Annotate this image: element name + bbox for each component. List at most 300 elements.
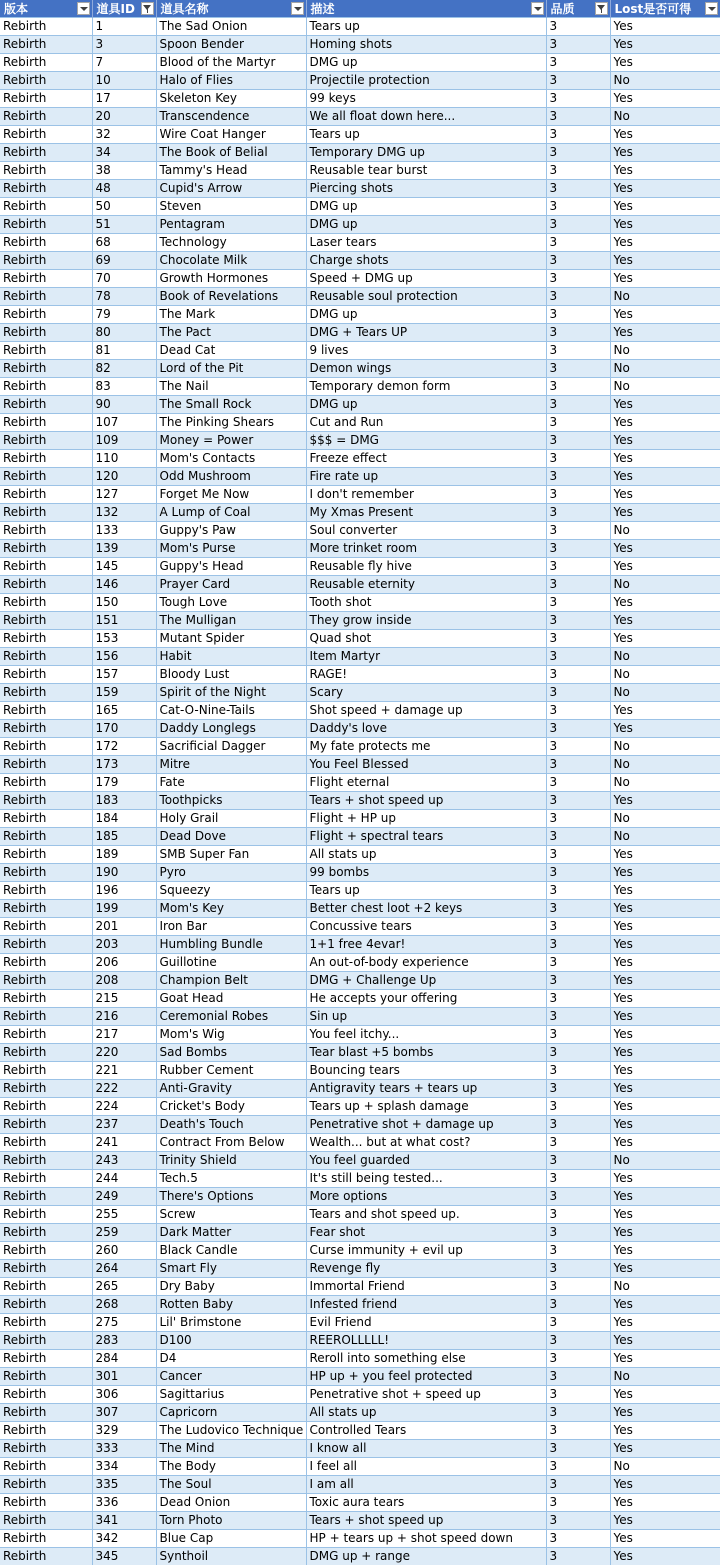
name-cell[interactable]: Daddy Longlegs — [156, 720, 306, 738]
version-cell[interactable]: Rebirth — [0, 342, 92, 360]
version-cell[interactable]: Rebirth — [0, 1224, 92, 1242]
version-cell[interactable]: Rebirth — [0, 1080, 92, 1098]
table-row[interactable] — [0, 756, 720, 774]
quality-cell[interactable]: 3 — [546, 1440, 610, 1458]
quality-cell[interactable]: 3 — [546, 1098, 610, 1116]
version-cell[interactable]: Rebirth — [0, 1548, 92, 1565]
lost-cell[interactable]: Yes — [610, 630, 720, 648]
desc-cell[interactable]: Immortal Friend — [306, 1278, 546, 1296]
name-cell[interactable]: Ceremonial Robes — [156, 1008, 306, 1026]
table-row[interactable] — [0, 108, 720, 126]
version-cell[interactable]: Rebirth — [0, 1188, 92, 1206]
name-cell[interactable]: Cancer — [156, 1368, 306, 1386]
version-cell[interactable]: Rebirth — [0, 1170, 92, 1188]
table-row[interactable] — [0, 1368, 720, 1386]
version-cell[interactable]: Rebirth — [0, 828, 92, 846]
lost-cell[interactable]: Yes — [610, 90, 720, 108]
version-cell[interactable]: Rebirth — [0, 846, 92, 864]
lost-cell[interactable]: Yes — [610, 432, 720, 450]
lost-cell[interactable]: Yes — [610, 1260, 720, 1278]
id-cell[interactable]: 79 — [92, 306, 156, 324]
table-row[interactable] — [0, 594, 720, 612]
id-cell[interactable]: 333 — [92, 1440, 156, 1458]
column-header-version[interactable] — [0, 0, 92, 18]
name-cell[interactable]: Rubber Cement — [156, 1062, 306, 1080]
name-cell[interactable]: Goat Head — [156, 990, 306, 1008]
table-row[interactable] — [0, 396, 720, 414]
name-cell[interactable]: Tough Love — [156, 594, 306, 612]
lost-cell[interactable]: Yes — [610, 846, 720, 864]
quality-cell[interactable]: 3 — [546, 288, 610, 306]
name-cell[interactable]: Spirit of the Night — [156, 684, 306, 702]
name-cell[interactable]: Lord of the Pit — [156, 360, 306, 378]
desc-cell[interactable]: Shot speed + damage up — [306, 702, 546, 720]
id-cell[interactable]: 216 — [92, 1008, 156, 1026]
lost-cell[interactable]: Yes — [610, 468, 720, 486]
filter-dropdown-icon[interactable] — [291, 2, 304, 15]
version-cell[interactable]: Rebirth — [0, 576, 92, 594]
name-cell[interactable]: Money = Power — [156, 432, 306, 450]
lost-cell[interactable]: Yes — [610, 864, 720, 882]
desc-cell[interactable]: Tears up — [306, 126, 546, 144]
table-row[interactable] — [0, 1152, 720, 1170]
quality-cell[interactable]: 3 — [546, 1458, 610, 1476]
lost-cell[interactable]: Yes — [610, 1080, 720, 1098]
version-cell[interactable]: Rebirth — [0, 126, 92, 144]
lost-cell[interactable]: Yes — [610, 1530, 720, 1548]
quality-cell[interactable]: 3 — [546, 18, 610, 36]
desc-cell[interactable]: I am all — [306, 1476, 546, 1494]
lost-cell[interactable]: Yes — [610, 1116, 720, 1134]
quality-cell[interactable]: 3 — [546, 1512, 610, 1530]
id-cell[interactable]: 224 — [92, 1098, 156, 1116]
lost-cell[interactable]: Yes — [610, 1422, 720, 1440]
quality-cell[interactable]: 3 — [546, 1548, 610, 1565]
quality-cell[interactable]: 3 — [546, 594, 610, 612]
lost-cell[interactable]: Yes — [610, 1206, 720, 1224]
id-cell[interactable]: 203 — [92, 936, 156, 954]
version-cell[interactable]: Rebirth — [0, 90, 92, 108]
desc-cell[interactable]: Tooth shot — [306, 594, 546, 612]
quality-cell[interactable]: 3 — [546, 162, 610, 180]
desc-cell[interactable]: Speed + DMG up — [306, 270, 546, 288]
desc-cell[interactable]: Daddy's love — [306, 720, 546, 738]
version-cell[interactable]: Rebirth — [0, 1062, 92, 1080]
id-cell[interactable]: 51 — [92, 216, 156, 234]
id-cell[interactable]: 241 — [92, 1134, 156, 1152]
quality-cell[interactable]: 3 — [546, 90, 610, 108]
desc-cell[interactable]: 99 keys — [306, 90, 546, 108]
version-cell[interactable]: Rebirth — [0, 558, 92, 576]
lost-cell[interactable]: Yes — [610, 720, 720, 738]
quality-cell[interactable]: 3 — [546, 414, 610, 432]
table-row[interactable] — [0, 1188, 720, 1206]
lost-cell[interactable]: No — [610, 1152, 720, 1170]
id-cell[interactable]: 132 — [92, 504, 156, 522]
id-cell[interactable]: 221 — [92, 1062, 156, 1080]
lost-cell[interactable]: Yes — [610, 1044, 720, 1062]
version-cell[interactable]: Rebirth — [0, 216, 92, 234]
table-row[interactable] — [0, 540, 720, 558]
table-row[interactable] — [0, 414, 720, 432]
quality-cell[interactable]: 3 — [546, 1404, 610, 1422]
quality-cell[interactable]: 3 — [546, 1026, 610, 1044]
desc-cell[interactable]: Freeze effect — [306, 450, 546, 468]
lost-cell[interactable]: Yes — [610, 1314, 720, 1332]
quality-cell[interactable]: 3 — [546, 1116, 610, 1134]
version-cell[interactable]: Rebirth — [0, 234, 92, 252]
id-cell[interactable]: 264 — [92, 1260, 156, 1278]
table-row[interactable] — [0, 1386, 720, 1404]
table-row[interactable] — [0, 504, 720, 522]
name-cell[interactable]: Pentagram — [156, 216, 306, 234]
id-cell[interactable]: 185 — [92, 828, 156, 846]
id-cell[interactable]: 341 — [92, 1512, 156, 1530]
quality-cell[interactable]: 3 — [546, 306, 610, 324]
quality-cell[interactable]: 3 — [546, 1242, 610, 1260]
name-cell[interactable]: Pyro — [156, 864, 306, 882]
name-cell[interactable]: The Pact — [156, 324, 306, 342]
name-cell[interactable]: Cupid's Arrow — [156, 180, 306, 198]
lost-cell[interactable]: Yes — [610, 612, 720, 630]
desc-cell[interactable]: Homing shots — [306, 36, 546, 54]
name-cell[interactable]: Habit — [156, 648, 306, 666]
desc-cell[interactable]: Reusable eternity — [306, 576, 546, 594]
desc-cell[interactable]: REEROLLLLL! — [306, 1332, 546, 1350]
table-row[interactable] — [0, 1134, 720, 1152]
quality-cell[interactable]: 3 — [546, 72, 610, 90]
name-cell[interactable]: Dead Cat — [156, 342, 306, 360]
lost-cell[interactable]: Yes — [610, 792, 720, 810]
desc-cell[interactable]: I know all — [306, 1440, 546, 1458]
quality-cell[interactable]: 3 — [546, 342, 610, 360]
table-row[interactable] — [0, 450, 720, 468]
table-row[interactable] — [0, 630, 720, 648]
table-row[interactable] — [0, 1206, 720, 1224]
desc-cell[interactable]: Reusable tear burst — [306, 162, 546, 180]
lost-cell[interactable]: No — [610, 774, 720, 792]
name-cell[interactable]: Halo of Flies — [156, 72, 306, 90]
version-cell[interactable]: Rebirth — [0, 774, 92, 792]
lost-cell[interactable]: Yes — [610, 1386, 720, 1404]
table-row[interactable] — [0, 612, 720, 630]
table-row[interactable] — [0, 126, 720, 144]
id-cell[interactable]: 173 — [92, 756, 156, 774]
desc-cell[interactable]: Reusable fly hive — [306, 558, 546, 576]
version-cell[interactable]: Rebirth — [0, 756, 92, 774]
quality-cell[interactable]: 3 — [546, 774, 610, 792]
id-cell[interactable]: 82 — [92, 360, 156, 378]
version-cell[interactable]: Rebirth — [0, 1530, 92, 1548]
desc-cell[interactable]: DMG up — [306, 306, 546, 324]
name-cell[interactable]: Technology — [156, 234, 306, 252]
quality-cell[interactable]: 3 — [546, 1530, 610, 1548]
lost-cell[interactable]: Yes — [610, 1224, 720, 1242]
column-header-name[interactable] — [156, 0, 306, 18]
lost-cell[interactable]: Yes — [610, 54, 720, 72]
version-cell[interactable]: Rebirth — [0, 360, 92, 378]
id-cell[interactable]: 265 — [92, 1278, 156, 1296]
name-cell[interactable]: The Mind — [156, 1440, 306, 1458]
lost-cell[interactable]: Yes — [610, 1062, 720, 1080]
name-cell[interactable]: Synthoil — [156, 1548, 306, 1565]
name-cell[interactable]: Toothpicks — [156, 792, 306, 810]
id-cell[interactable]: 150 — [92, 594, 156, 612]
name-cell[interactable]: Spoon Bender — [156, 36, 306, 54]
name-cell[interactable]: Cricket's Body — [156, 1098, 306, 1116]
lost-cell[interactable]: Yes — [610, 900, 720, 918]
version-cell[interactable]: Rebirth — [0, 522, 92, 540]
desc-cell[interactable]: Antigravity tears + tears up — [306, 1080, 546, 1098]
name-cell[interactable]: Sagittarius — [156, 1386, 306, 1404]
table-row[interactable] — [0, 1116, 720, 1134]
id-cell[interactable]: 172 — [92, 738, 156, 756]
name-cell[interactable]: The Nail — [156, 378, 306, 396]
lost-cell[interactable]: Yes — [610, 450, 720, 468]
quality-cell[interactable]: 3 — [546, 990, 610, 1008]
quality-cell[interactable]: 3 — [546, 540, 610, 558]
id-cell[interactable]: 170 — [92, 720, 156, 738]
name-cell[interactable]: D100 — [156, 1332, 306, 1350]
quality-cell[interactable]: 3 — [546, 1170, 610, 1188]
quality-cell[interactable]: 3 — [546, 846, 610, 864]
quality-cell[interactable]: 3 — [546, 882, 610, 900]
desc-cell[interactable]: Flight + spectral tears — [306, 828, 546, 846]
quality-cell[interactable]: 3 — [546, 396, 610, 414]
id-cell[interactable]: 208 — [92, 972, 156, 990]
name-cell[interactable]: Dark Matter — [156, 1224, 306, 1242]
id-cell[interactable]: 48 — [92, 180, 156, 198]
quality-cell[interactable]: 3 — [546, 1278, 610, 1296]
desc-cell[interactable]: My Xmas Present — [306, 504, 546, 522]
version-cell[interactable]: Rebirth — [0, 1476, 92, 1494]
table-row[interactable] — [0, 1458, 720, 1476]
column-header-quality[interactable] — [546, 0, 610, 18]
desc-cell[interactable]: My fate protects me — [306, 738, 546, 756]
name-cell[interactable]: The Book of Belial — [156, 144, 306, 162]
desc-cell[interactable]: An out-of-body experience — [306, 954, 546, 972]
column-header-id[interactable] — [92, 0, 156, 18]
id-cell[interactable]: 179 — [92, 774, 156, 792]
quality-cell[interactable]: 3 — [546, 378, 610, 396]
version-cell[interactable]: Rebirth — [0, 1314, 92, 1332]
version-cell[interactable]: Rebirth — [0, 288, 92, 306]
table-row[interactable] — [0, 720, 720, 738]
version-cell[interactable]: Rebirth — [0, 54, 92, 72]
version-cell[interactable]: Rebirth — [0, 648, 92, 666]
name-cell[interactable]: The Ludovico Technique — [156, 1422, 306, 1440]
desc-cell[interactable]: I feel all — [306, 1458, 546, 1476]
lost-cell[interactable]: No — [610, 1458, 720, 1476]
id-cell[interactable]: 157 — [92, 666, 156, 684]
version-cell[interactable]: Rebirth — [0, 324, 92, 342]
table-row[interactable] — [0, 432, 720, 450]
version-cell[interactable]: Rebirth — [0, 1206, 92, 1224]
desc-cell[interactable]: Demon wings — [306, 360, 546, 378]
table-row[interactable] — [0, 828, 720, 846]
lost-cell[interactable]: No — [610, 342, 720, 360]
quality-cell[interactable]: 3 — [546, 900, 610, 918]
lost-cell[interactable]: Yes — [610, 1512, 720, 1530]
name-cell[interactable]: Contract From Below — [156, 1134, 306, 1152]
name-cell[interactable]: Mom's Contacts — [156, 450, 306, 468]
desc-cell[interactable]: DMG + Tears UP — [306, 324, 546, 342]
id-cell[interactable]: 38 — [92, 162, 156, 180]
table-row[interactable] — [0, 1476, 720, 1494]
version-cell[interactable]: Rebirth — [0, 540, 92, 558]
version-cell[interactable]: Rebirth — [0, 594, 92, 612]
version-cell[interactable]: Rebirth — [0, 450, 92, 468]
lost-cell[interactable]: Yes — [610, 126, 720, 144]
id-cell[interactable]: 196 — [92, 882, 156, 900]
table-row[interactable] — [0, 1080, 720, 1098]
desc-cell[interactable]: Temporary demon form — [306, 378, 546, 396]
lost-cell[interactable]: No — [610, 378, 720, 396]
quality-cell[interactable]: 3 — [546, 36, 610, 54]
name-cell[interactable]: Prayer Card — [156, 576, 306, 594]
name-cell[interactable]: Dead Dove — [156, 828, 306, 846]
quality-cell[interactable]: 3 — [546, 1314, 610, 1332]
lost-cell[interactable]: Yes — [610, 396, 720, 414]
id-cell[interactable]: 3 — [92, 36, 156, 54]
name-cell[interactable]: SMB Super Fan — [156, 846, 306, 864]
lost-cell[interactable]: Yes — [610, 702, 720, 720]
table-row[interactable] — [0, 342, 720, 360]
id-cell[interactable]: 184 — [92, 810, 156, 828]
quality-cell[interactable]: 3 — [546, 144, 610, 162]
lost-cell[interactable]: Yes — [610, 1170, 720, 1188]
version-cell[interactable]: Rebirth — [0, 1134, 92, 1152]
quality-cell[interactable]: 3 — [546, 270, 610, 288]
id-cell[interactable]: 153 — [92, 630, 156, 648]
desc-cell[interactable]: 9 lives — [306, 342, 546, 360]
version-cell[interactable]: Rebirth — [0, 144, 92, 162]
desc-cell[interactable]: Penetrative shot + speed up — [306, 1386, 546, 1404]
id-cell[interactable]: 329 — [92, 1422, 156, 1440]
name-cell[interactable]: Tammy's Head — [156, 162, 306, 180]
desc-cell[interactable]: Temporary DMG up — [306, 144, 546, 162]
table-row[interactable] — [0, 936, 720, 954]
version-cell[interactable]: Rebirth — [0, 252, 92, 270]
id-cell[interactable]: 283 — [92, 1332, 156, 1350]
lost-cell[interactable]: Yes — [610, 1134, 720, 1152]
id-cell[interactable]: 220 — [92, 1044, 156, 1062]
lost-cell[interactable]: No — [610, 522, 720, 540]
table-row[interactable] — [0, 576, 720, 594]
version-cell[interactable]: Rebirth — [0, 900, 92, 918]
quality-cell[interactable]: 3 — [546, 54, 610, 72]
quality-cell[interactable]: 3 — [546, 738, 610, 756]
id-cell[interactable]: 34 — [92, 144, 156, 162]
desc-cell[interactable]: Projectile protection — [306, 72, 546, 90]
version-cell[interactable]: Rebirth — [0, 1440, 92, 1458]
desc-cell[interactable]: Reusable soul protection — [306, 288, 546, 306]
version-cell[interactable]: Rebirth — [0, 72, 92, 90]
id-cell[interactable]: 334 — [92, 1458, 156, 1476]
table-row[interactable] — [0, 1350, 720, 1368]
lost-cell[interactable]: Yes — [610, 1440, 720, 1458]
quality-cell[interactable]: 3 — [546, 756, 610, 774]
desc-cell[interactable]: DMG up — [306, 216, 546, 234]
table-row[interactable] — [0, 522, 720, 540]
version-cell[interactable]: Rebirth — [0, 990, 92, 1008]
id-cell[interactable]: 284 — [92, 1350, 156, 1368]
table-row[interactable] — [0, 1314, 720, 1332]
lost-cell[interactable]: Yes — [610, 1350, 720, 1368]
table-row[interactable] — [0, 900, 720, 918]
table-row[interactable] — [0, 1242, 720, 1260]
table-row[interactable] — [0, 18, 720, 36]
name-cell[interactable]: Mitre — [156, 756, 306, 774]
lost-cell[interactable]: Yes — [610, 486, 720, 504]
name-cell[interactable]: Humbling Bundle — [156, 936, 306, 954]
id-cell[interactable]: 133 — [92, 522, 156, 540]
table-row[interactable] — [0, 324, 720, 342]
id-cell[interactable]: 81 — [92, 342, 156, 360]
desc-cell[interactable]: All stats up — [306, 846, 546, 864]
table-row[interactable] — [0, 180, 720, 198]
version-cell[interactable]: Rebirth — [0, 468, 92, 486]
desc-cell[interactable]: Scary — [306, 684, 546, 702]
name-cell[interactable]: Cat-O-Nine-Tails — [156, 702, 306, 720]
table-row[interactable] — [0, 738, 720, 756]
table-row[interactable] — [0, 486, 720, 504]
table-row[interactable] — [0, 1296, 720, 1314]
table-row[interactable] — [0, 54, 720, 72]
table-row[interactable] — [0, 468, 720, 486]
table-row[interactable] — [0, 882, 720, 900]
table-row[interactable] — [0, 1044, 720, 1062]
name-cell[interactable]: Capricorn — [156, 1404, 306, 1422]
table-row[interactable] — [0, 1422, 720, 1440]
table-row[interactable] — [0, 90, 720, 108]
name-cell[interactable]: Mom's Wig — [156, 1026, 306, 1044]
table-row[interactable] — [0, 36, 720, 54]
lost-cell[interactable]: Yes — [610, 252, 720, 270]
id-cell[interactable]: 206 — [92, 954, 156, 972]
name-cell[interactable]: Lil' Brimstone — [156, 1314, 306, 1332]
table-row[interactable] — [0, 972, 720, 990]
desc-cell[interactable]: You feel guarded — [306, 1152, 546, 1170]
version-cell[interactable]: Rebirth — [0, 702, 92, 720]
version-cell[interactable]: Rebirth — [0, 1260, 92, 1278]
desc-cell[interactable]: More options — [306, 1188, 546, 1206]
table-row[interactable] — [0, 774, 720, 792]
quality-cell[interactable]: 3 — [546, 108, 610, 126]
name-cell[interactable]: Blue Cap — [156, 1530, 306, 1548]
table-row[interactable] — [0, 1278, 720, 1296]
version-cell[interactable]: Rebirth — [0, 1350, 92, 1368]
id-cell[interactable]: 156 — [92, 648, 156, 666]
table-row[interactable] — [0, 1026, 720, 1044]
table-row[interactable] — [0, 252, 720, 270]
name-cell[interactable]: Dry Baby — [156, 1278, 306, 1296]
name-cell[interactable]: Mom's Key — [156, 900, 306, 918]
desc-cell[interactable]: Concussive tears — [306, 918, 546, 936]
desc-cell[interactable]: DMG up — [306, 396, 546, 414]
desc-cell[interactable]: Reroll into something else — [306, 1350, 546, 1368]
id-cell[interactable]: 215 — [92, 990, 156, 1008]
quality-cell[interactable]: 3 — [546, 486, 610, 504]
desc-cell[interactable]: HP + tears up + shot speed down — [306, 1530, 546, 1548]
quality-cell[interactable]: 3 — [546, 1152, 610, 1170]
id-cell[interactable]: 69 — [92, 252, 156, 270]
table-row[interactable] — [0, 1530, 720, 1548]
table-row[interactable] — [0, 648, 720, 666]
quality-cell[interactable]: 3 — [546, 1206, 610, 1224]
id-cell[interactable]: 307 — [92, 1404, 156, 1422]
version-cell[interactable]: Rebirth — [0, 1422, 92, 1440]
